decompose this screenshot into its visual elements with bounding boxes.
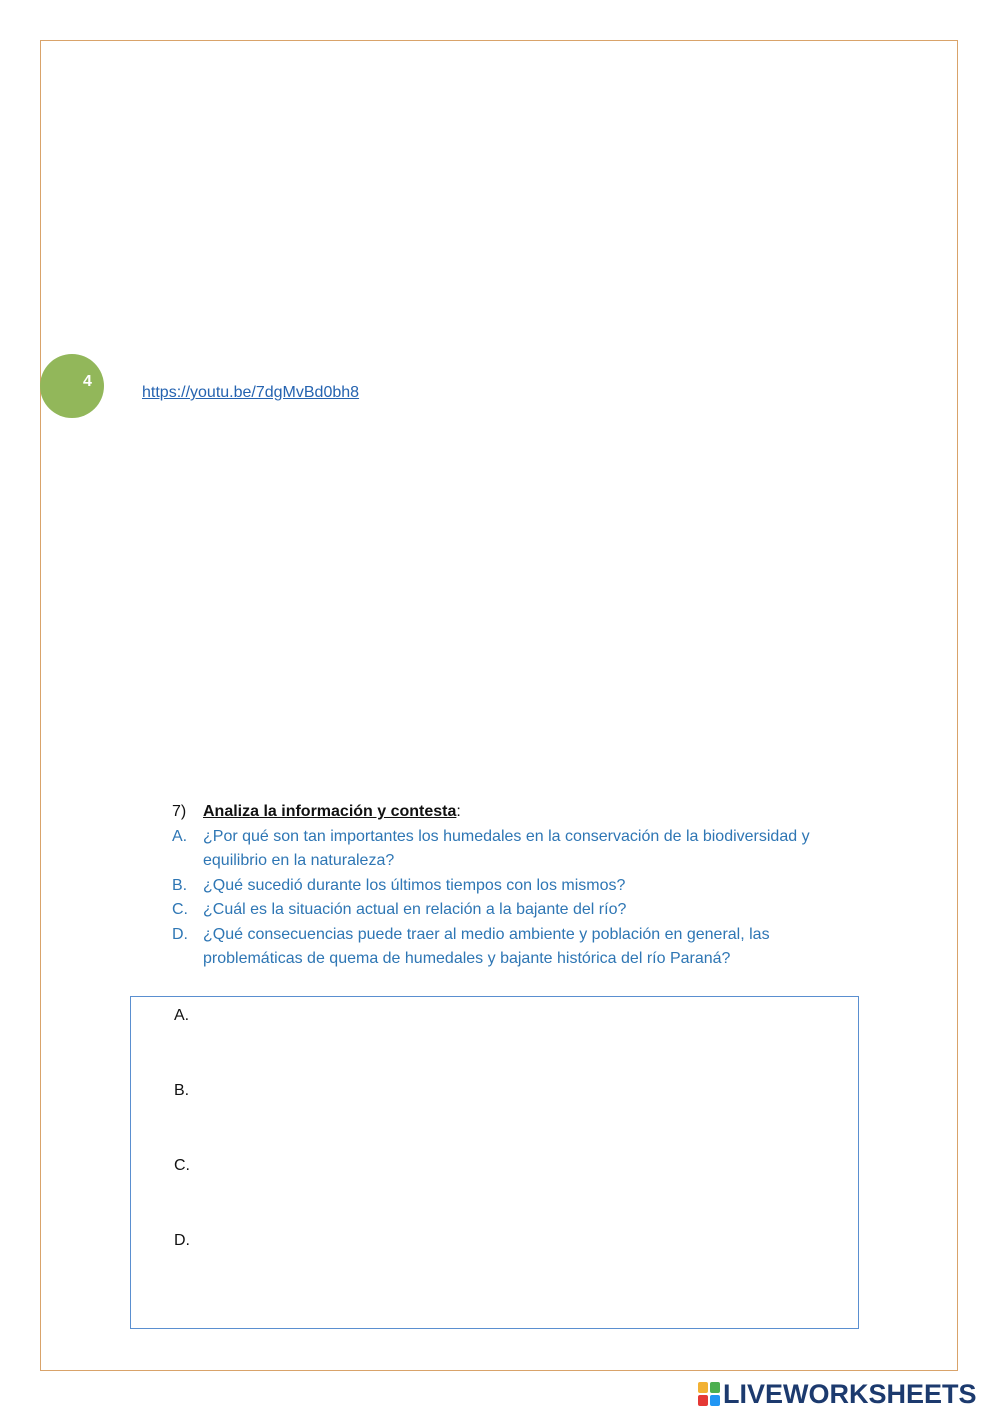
- question-item-text: ¿Qué sucedió durante los últimos tiempos con los mismos?: [203, 876, 626, 894]
- answer-box: [130, 996, 859, 1329]
- question-item-text: ¿Cuál es la situación actual en relación a la bajante del río?: [203, 901, 627, 918]
- answer-input-a[interactable]: [201, 999, 845, 1041]
- answer-input-c[interactable]: [201, 1149, 845, 1191]
- answer-label-b: B.: [174, 1082, 190, 1099]
- question-item-b: [172, 874, 862, 899]
- page-number: 4: [83, 373, 92, 390]
- liveworksheets-logo-icon: [698, 1382, 720, 1406]
- question-item-letter: C.: [172, 901, 188, 918]
- answer-label-d: D.: [174, 1232, 190, 1249]
- question-heading: [172, 800, 862, 825]
- logo-square: [698, 1382, 708, 1393]
- question-item-letter: B.: [172, 876, 188, 894]
- answer-label-a: A.: [174, 1007, 190, 1024]
- question-item-text: ¿Por qué son tan importantes los humedales en la conservación de la biodiversidad y equilibrio en la naturaleza?: [203, 827, 810, 869]
- logo-square: [710, 1395, 720, 1406]
- answer-label-c: C.: [174, 1157, 190, 1174]
- question-item-letter: D.: [172, 925, 188, 943]
- question-7: [172, 800, 862, 972]
- youtube-video-link[interactable]: https://youtu.be/7dgMvBd0bh8: [142, 384, 360, 401]
- brand-name: LIVEWORKSHEETS: [723, 1378, 977, 1409]
- question-title-colon: :: [456, 803, 461, 820]
- question-item-c: [172, 898, 862, 923]
- question-item-d: [172, 923, 862, 972]
- question-item-letter: A.: [172, 827, 188, 845]
- logo-square: [698, 1395, 708, 1406]
- answer-input-b[interactable]: [201, 1074, 845, 1116]
- question-item-text: ¿Qué consecuencias puede traer al medio ambiente y población en general, las problemáticas de quema de humedales y bajante histórica del río Paraná?: [203, 925, 770, 967]
- liveworksheets-brand: [698, 1378, 977, 1410]
- page-number-badge: [40, 354, 104, 418]
- question-item-a: [172, 825, 862, 874]
- answer-input-d[interactable]: [201, 1224, 845, 1266]
- question-title: Analiza la información y contesta: [203, 803, 457, 820]
- question-number: 7): [172, 803, 187, 820]
- logo-square: [710, 1382, 720, 1393]
